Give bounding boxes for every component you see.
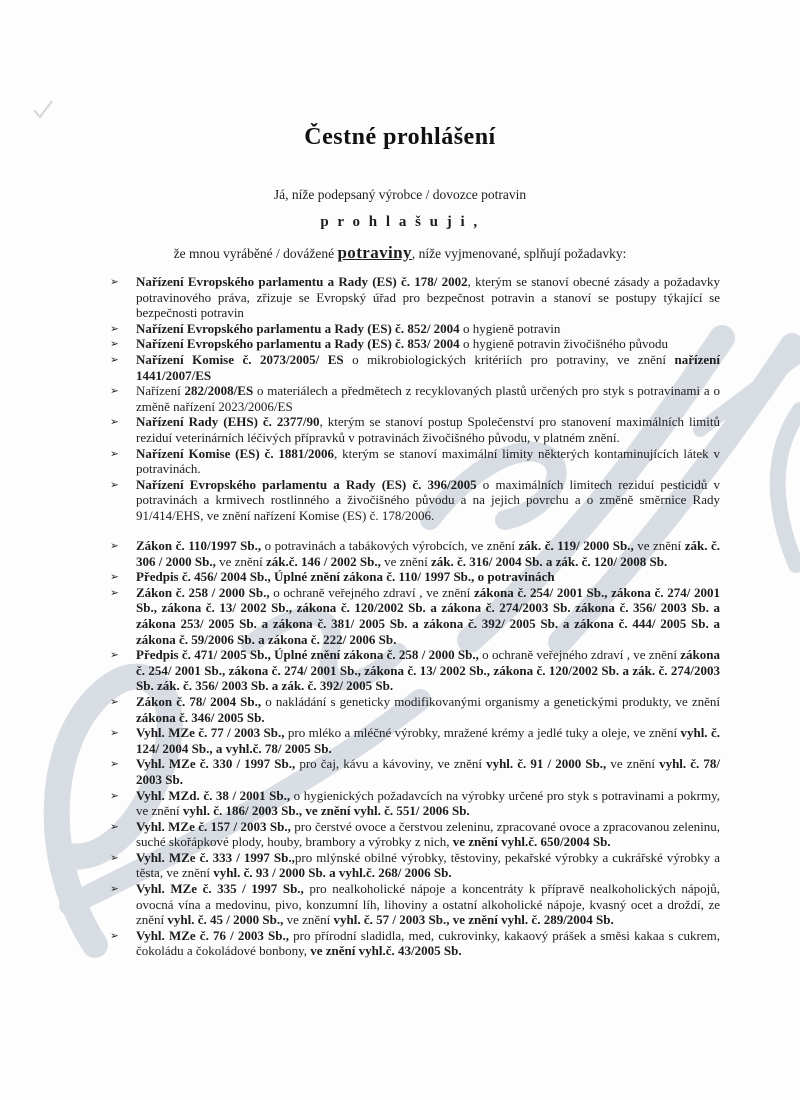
bullet-arrow-icon: ➢ xyxy=(110,649,119,662)
list-item xyxy=(100,788,720,819)
preamble-line xyxy=(0,243,800,263)
bullet-arrow-icon: ➢ xyxy=(110,758,119,771)
list-item xyxy=(100,647,720,694)
list-item xyxy=(100,321,720,337)
bullet-arrow-icon: ➢ xyxy=(110,571,119,584)
list-item xyxy=(100,414,720,445)
list-item-text: Nařízení Komise (ES) č. 1881/2006, kterým se stanoví maximální limity některých kontaminujících látek v potravinách. xyxy=(136,445,721,477)
bullet-arrow-icon: ➢ xyxy=(110,416,119,429)
list-item-text: Vyhl. MZe č. 77 / 2003 Sb., pro mléko a mléčné výrobky, mražené krémy a jedlé tuky a oleje, ve znění vyhl. č. 124/ 2004 Sb., a vyhl.č. 78/ 2005 Sb. xyxy=(136,725,720,756)
bullet-arrow-icon: ➢ xyxy=(110,540,119,552)
bullet-arrow-icon: ➢ xyxy=(110,727,119,740)
list-item xyxy=(100,725,720,756)
list-item xyxy=(100,928,720,959)
list-item-text: Zákon č. 110/1997 Sb., o potravinách a tabákových výrobcích, ve znění zák. č. 119/ 2000 Sb., ve znění zák. č. 306 / 2000 Sb., ve znění zák.č. 146 / 2002 Sb., ve znění zák. č. 316/ 2004 Sb. a zák. č. 120/ 2008 Sb. xyxy=(136,538,720,569)
list-item-text: Zákon č. 78/ 2004 Sb., o nakládání s geneticky modifikovanými organismy a genetickými produkty, ve znění zákona č. 346/ 2005 Sb. xyxy=(136,693,720,725)
list-item-text: Nařízení 282/2008/ES o materiálech a předmětech z recyklovaných plastů určených pro styk s potravinami a o změně nařízení 2023/2006/ES xyxy=(136,383,720,414)
bullet-arrow-icon: ➢ xyxy=(110,929,119,942)
list-item-text: Vyhl. MZd. č. 38 / 2001 Sb., o hygienických požadavcích na výrobky určené pro styk s potravinami a pokrmy, ve znění vyhl. č. 186/ 2003 Sb., ve znění vyhl. č. 551/ 2006 Sb. xyxy=(136,787,720,819)
list-item xyxy=(100,756,720,787)
list-item xyxy=(100,694,720,725)
list-item xyxy=(100,819,720,850)
preamble-after: , níže vyjmenované, splňují požadavky: xyxy=(411,246,627,261)
list-item xyxy=(100,850,720,881)
list-item-text: Nařízení Evropského parlamentu a Rady (ES) č. 852/ 2004 o hygieně potravin xyxy=(136,320,561,336)
preamble-highlight-potraviny: potraviny xyxy=(337,243,412,262)
list-item xyxy=(100,477,720,524)
list-item-text: Nařízení Rady (EHS) č. 2377/90, kterým se stanoví postup Společenství pro stanovení maximálních limitů reziduí veterinárních léčivých přípravků v potravinách živočišného původu, v platném znění. xyxy=(136,414,721,445)
bullet-arrow-icon: ➢ xyxy=(110,478,119,491)
bullet-arrow-icon: ➢ xyxy=(110,338,119,351)
bullet-arrow-icon: ➢ xyxy=(110,385,119,398)
bullet-arrow-icon: ➢ xyxy=(110,353,119,366)
list-item xyxy=(100,881,720,928)
list-item-text: Nařízení Evropského parlamentu a Rady (ES) č. 178/ 2002, kterým se stanoví obecné zásady a požadavky potravinového práva, zřizuje se Evropský úřad pro bezpečnost potravin a stanoví se postupy týkající se bezpečnosti potravin xyxy=(136,274,721,321)
list-item-text: Nařízení Evropského parlamentu a Rady (ES) č. 853/ 2004 o hygieně potravin živočišného původu xyxy=(136,336,669,352)
list-item-text: Předpis č. 471/ 2005 Sb., Úplné znění zákona č. 258 / 2000 Sb., o ochraně veřejného zdraví , ve znění zákona č. 254/ 2001 Sb., zákona č. 274/ 2001 Sb., zákona č. 13/ 2002 Sb., zákona č. 120/2002 Sb. a zák. č. 274/2003 Sb. zák. č. 356/ 2003 Sb. a zák. č. 392/ 2005 Sb. xyxy=(136,647,720,694)
list-item xyxy=(100,569,720,585)
bullet-arrow-icon: ➢ xyxy=(110,789,119,802)
bullet-arrow-icon: ➢ xyxy=(110,322,119,335)
list-item-text: Vyhl. MZe č. 335 / 1997 Sb., pro nealkoholické nápoje a koncentráty k přípravě nealkoholických nápojů, ovocná vína a medovinu, pivo, konzumní líh, lihoviny a ostatní alkoholické nápoje, kvasný ocet a droždí, ze znění vyhl. č. 45 / 2000 Sb., ve znění vyhl. č. 57 / 2003 Sb., ve znění vyhl. č. 289/2004 Sb. xyxy=(136,881,720,928)
bullet-arrow-icon: ➢ xyxy=(110,276,119,288)
list-item-text: Vyhl. MZe č. 157 / 2003 Sb., pro čerstvé ovoce a čerstvou zeleninu, zpracované ovoce a zpracovanou zeleninu, suché skořápkové plody, houby, brambory a výrobky z nich, ve znění vyhl.č. 650/2004 Sb. xyxy=(136,818,720,850)
list-item xyxy=(100,383,720,414)
list-item-text: Nařízení Komise č. 2073/2005/ ES o mikrobiologických kritériích pro potraviny, ve znění nařízení 1441/2007/ES xyxy=(136,351,720,383)
list-item xyxy=(100,274,720,321)
bullet-arrow-icon: ➢ xyxy=(110,586,119,599)
list-item xyxy=(100,446,720,477)
bullet-arrow-icon: ➢ xyxy=(110,695,119,708)
list-item-text: Vyhl. MZe č. 330 / 1997 Sb., pro čaj, kávu a kávoviny, ve znění vyhl. č. 91 / 2000 Sb., ve znění vyhl. č. 78/ 2003 Sb. xyxy=(136,756,721,787)
list-item-text: Nařízení Evropského parlamentu a Rady (ES) č. 396/2005 o maximálních limitech reziduí pesticidů v potravinách a krmivech rostlinného a živočišného původu a na jejich povrchu a o změně směrnice Rady 91/414/EHS, ve znění nařízení Komise (ES) č. 178/2006. xyxy=(136,476,721,523)
list-item xyxy=(100,538,720,569)
list-item-text: Vyhl. MZe č. 333 / 1997 Sb.,pro mlýnské obilné výrobky, těstoviny, pekařské výrobky a cukrářské výrobky a těsta, ve znění vyhl. č. 93 / 2000 Sb. a vyhl.č. 268/ 2006 Sb. xyxy=(136,849,720,881)
list-item xyxy=(100,336,720,352)
national-regulations-list xyxy=(100,538,720,959)
list-item-text: Zákon č. 258 / 2000 Sb., o ochraně veřejného zdraví , ve znění zákona č. 254/ 2001 Sb., zákona č. 274/ 2001 Sb., zákona č. 13/ 2002 Sb., zákona č. 120/2002 Sb. a zákona č. 274/2003 Sb. zákona č. 356/ 2003 Sb. a zákona 253/ 2005 Sb. a zákona č. 381/ 2005 Sb. a zákona č. 392/ 2005 Sb. a zákona č. 444/ 2005 Sb. a zákona č. 59/2006 Sb. a zákona č. 222/ 2006 Sb. xyxy=(136,584,720,647)
list-item xyxy=(100,585,720,647)
bullet-arrow-icon: ➢ xyxy=(110,447,119,460)
eu-regulations-list xyxy=(100,274,720,524)
list-item-text: Předpis č. 456/ 2004 Sb., Úplné znění zákona č. 110/ 1997 Sb., o potravinách xyxy=(136,569,555,585)
bullet-arrow-icon: ➢ xyxy=(110,851,119,864)
page-title: Čestné prohlášení xyxy=(304,124,496,150)
preamble-before: že mnou vyráběné / dovážené xyxy=(173,246,338,261)
bullet-arrow-icon: ➢ xyxy=(110,883,119,896)
intro-line: Já, níže podepsaný výrobce / dovozce potravin xyxy=(273,187,527,202)
list-item-text: Vyhl. MZe č. 76 / 2003 Sb., pro přírodní sladidla, med, cukrovinky, kakaový prášek a směsi kakaa s cukrem, čokoládu a čokoládové bonbony, ve znění vyhl.č. 43/2005 Sb. xyxy=(136,927,720,959)
bullet-arrow-icon: ➢ xyxy=(110,820,119,833)
declaration-word: p r o h l a š u j i , xyxy=(320,214,480,230)
list-item xyxy=(100,352,720,383)
